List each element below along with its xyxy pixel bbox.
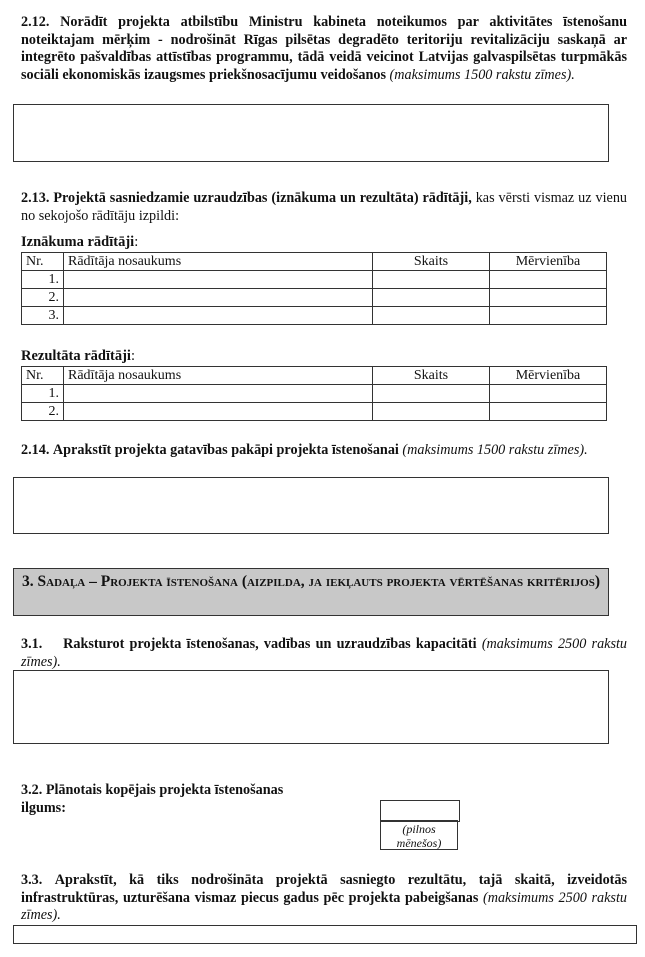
header-count: Skaits (373, 253, 490, 271)
header-unit: Mērvienība (490, 367, 607, 385)
cell-count-input[interactable] (373, 271, 490, 289)
section-number: 3.3. (21, 872, 43, 888)
answer-box-2-14[interactable] (13, 477, 609, 534)
cell-name-input[interactable] (64, 307, 373, 325)
table-row (22, 271, 607, 289)
section-title: 3. Sadaļa – Projekta īstenošana (aizpilda, ja iekļauts projekta vērtēšanas kritērijos) (22, 573, 600, 590)
table-header-row (22, 367, 607, 385)
section-number: 3.1. (21, 636, 43, 652)
cell-name-input[interactable] (64, 385, 373, 403)
question-text: Plānotais kopējais projekta īstenošanas ilgums: (21, 782, 284, 816)
section-number: 2.12. (21, 14, 50, 30)
header-nr: Nr. (22, 253, 64, 271)
duration-unit-note: (pilnos mēnešos) (380, 820, 458, 850)
section-3-header (13, 568, 609, 616)
row-number: 2. (22, 289, 64, 307)
cell-unit-input[interactable] (490, 289, 607, 307)
question-text: Aprakstīt projekta gatavības pakāpi projekta īstenošanai (52, 442, 399, 458)
row-number: 1. (22, 385, 64, 403)
cell-count-input[interactable] (373, 289, 490, 307)
cell-unit-input[interactable] (490, 271, 607, 289)
section-2-12-text (21, 14, 627, 84)
cell-unit-input[interactable] (490, 307, 607, 325)
question-text: Norādīt projekta atbilstību Ministru kabineta noteikumos par aktivitātes īstenošanu noteiktajam mērķim - nodrošināt Rīgas pilsētas degradēto teritoriju revitalizāciju saskaņā ar integrēto pašvaldības attīstības programmu, tādā veidā veicinot Latvijas galvaspilsētas turpmākās sociāli ekonomiskās izaugsmes priekšnosacījumu veidošanos (21, 14, 628, 83)
question-text: Aprakstīt, kā tiks nodrošināta projektā sasniegto rezultātu, tajā skaitā, izveidotās infrastruktūras, uzturēšana vismaz piecus gadus pēc projekta pabeigšanas (21, 872, 628, 906)
duration-input[interactable] (380, 800, 460, 822)
answer-box-3-1[interactable] (13, 670, 609, 744)
section-number: 2.14. (21, 442, 50, 458)
char-limit-note: (maksimums 1500 rakstu zīmes). (389, 66, 575, 83)
result-indicators-table (21, 366, 607, 421)
table-header-row (22, 253, 607, 271)
question-text-rest: kas vērsti vismaz uz vienu no sekojošo rādītāju izpildi: (21, 190, 628, 224)
section-2-13-text (21, 190, 627, 225)
row-number: 1. (22, 271, 64, 289)
cell-name-input[interactable] (64, 271, 373, 289)
table-row (22, 307, 607, 325)
header-name: Rādītāja nosaukums (64, 253, 373, 271)
result-indicators-label: Rezultāta rādītāji: (21, 348, 135, 364)
table-row (22, 289, 607, 307)
row-number: 2. (22, 403, 64, 421)
char-limit-note: (maksimums 2500 rakstu zīmes). (21, 636, 628, 670)
section-3-2-text (21, 782, 321, 817)
header-name: Rādītāja nosaukums (64, 367, 373, 385)
cell-count-input[interactable] (373, 403, 490, 421)
table-row (22, 385, 607, 403)
question-text: Raksturot projekta īstenošanas, vadības un uzraudzības kapacitāti (63, 636, 477, 652)
row-number: 3. (22, 307, 64, 325)
header-count: Skaits (373, 367, 490, 385)
cell-name-input[interactable] (64, 403, 373, 421)
section-2-14-text (21, 442, 627, 460)
char-limit-note: (maksimums 1500 rakstu zīmes). (402, 442, 588, 458)
answer-box-3-3[interactable] (13, 925, 637, 944)
answer-box-2-12[interactable] (13, 104, 609, 162)
question-text: Projektā sasniedzamie uzraudzības (iznākuma un rezultāta) rādītāji, (53, 190, 472, 206)
cell-unit-input[interactable] (490, 403, 607, 421)
cell-count-input[interactable] (373, 385, 490, 403)
output-indicators-label: Iznākuma rādītāji: (21, 234, 139, 250)
section-3-1-text (21, 636, 627, 671)
cell-count-input[interactable] (373, 307, 490, 325)
header-unit: Mērvienība (490, 253, 607, 271)
output-indicators-table (21, 252, 607, 325)
cell-unit-input[interactable] (490, 385, 607, 403)
section-3-3-text (21, 872, 627, 925)
section-number: 2.13. (21, 190, 50, 206)
char-limit-note: (maksimums 2500 rakstu zīmes). (21, 889, 627, 923)
table-row (22, 403, 607, 421)
header-nr: Nr. (22, 367, 64, 385)
cell-name-input[interactable] (64, 289, 373, 307)
section-number: 3.2. (21, 782, 43, 798)
